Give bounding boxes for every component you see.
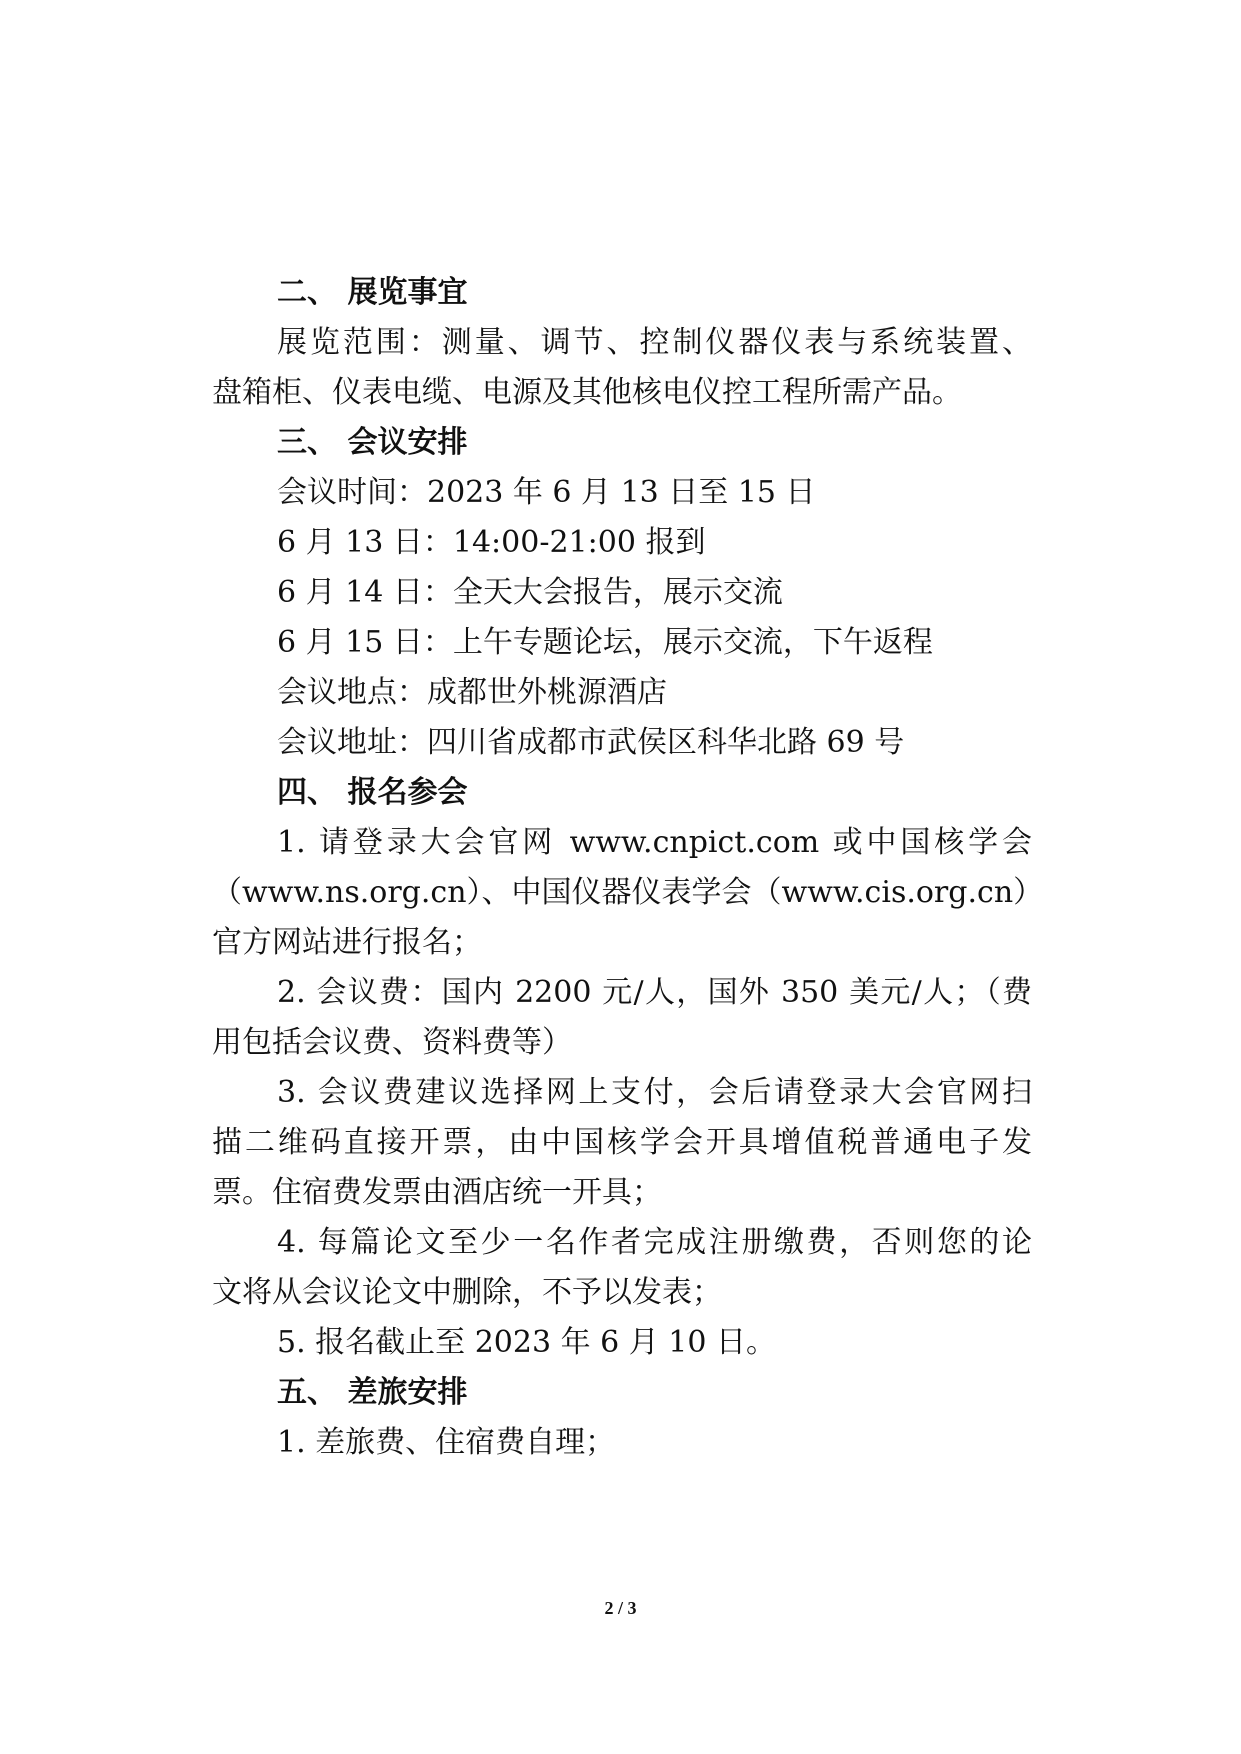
paragraph-line: （www.ns.org.cn）、中国仪器仪表学会（www.cis.org.cn） (212, 875, 1044, 910)
paragraph-line: 用包括会议费、资料费等） (212, 1025, 572, 1060)
paragraph-line: 会议时间：2023 年 6 月 13 日至 15 日 (277, 475, 816, 510)
paragraph-line: 2. 会议费：国内 2200 元/人，国外 350 美元/人；（费 (277, 975, 1032, 1010)
section-heading-schedule: 三、 会议安排 (277, 425, 468, 460)
paragraph-line: 会议地址：四川省成都市武侯区科华北路 69 号 (277, 725, 905, 760)
paragraph-line: 展览范围：测量、调节、控制仪器仪表与系统装置、 (277, 325, 1032, 360)
paragraph-line: 文将从会议论文中删除，不予以发表； (212, 1275, 722, 1310)
paragraph-line: 6 月 14 日：全天大会报告，展示交流 (277, 575, 783, 610)
document-body (212, 268, 1044, 1468)
paragraph-line: 1. 请登录大会官网 www.cnpict.com 或中国核学会 (277, 825, 1032, 860)
paragraph-line: 官方网站进行报名； (212, 925, 482, 960)
section-heading-registration: 四、 报名参会 (277, 775, 468, 810)
paragraph-line: 票。住宿费发票由酒店统一开具； (212, 1175, 662, 1210)
paragraph-line: 5. 报名截止至 2023 年 6 月 10 日。 (277, 1325, 776, 1360)
paragraph-line: 4. 每篇论文至少一名作者完成注册缴费，否则您的论 (277, 1225, 1032, 1260)
paragraph-line: 1. 差旅费、住宿费自理； (277, 1425, 616, 1460)
paragraph-line: 描二维码直接开票，由中国核学会开具增值税普通电子发 (212, 1125, 1032, 1160)
paragraph-line: 3. 会议费建议选择网上支付，会后请登录大会官网扫 (277, 1075, 1032, 1110)
paragraph-line: 会议地点：成都世外桃源酒店 (277, 675, 667, 710)
section-heading-travel: 五、 差旅安排 (277, 1375, 468, 1410)
section-heading-exhibition: 二、 展览事宜 (277, 275, 468, 310)
page-number: 2 / 3 (604, 1598, 637, 1618)
paragraph-line: 6 月 13 日：14:00-21:00 报到 (277, 525, 706, 560)
paragraph-line: 6 月 15 日：上午专题论坛，展示交流，下午返程 (277, 625, 933, 660)
paragraph-line: 盘箱柜、仪表电缆、电源及其他核电仪控工程所需产品。 (212, 375, 962, 410)
